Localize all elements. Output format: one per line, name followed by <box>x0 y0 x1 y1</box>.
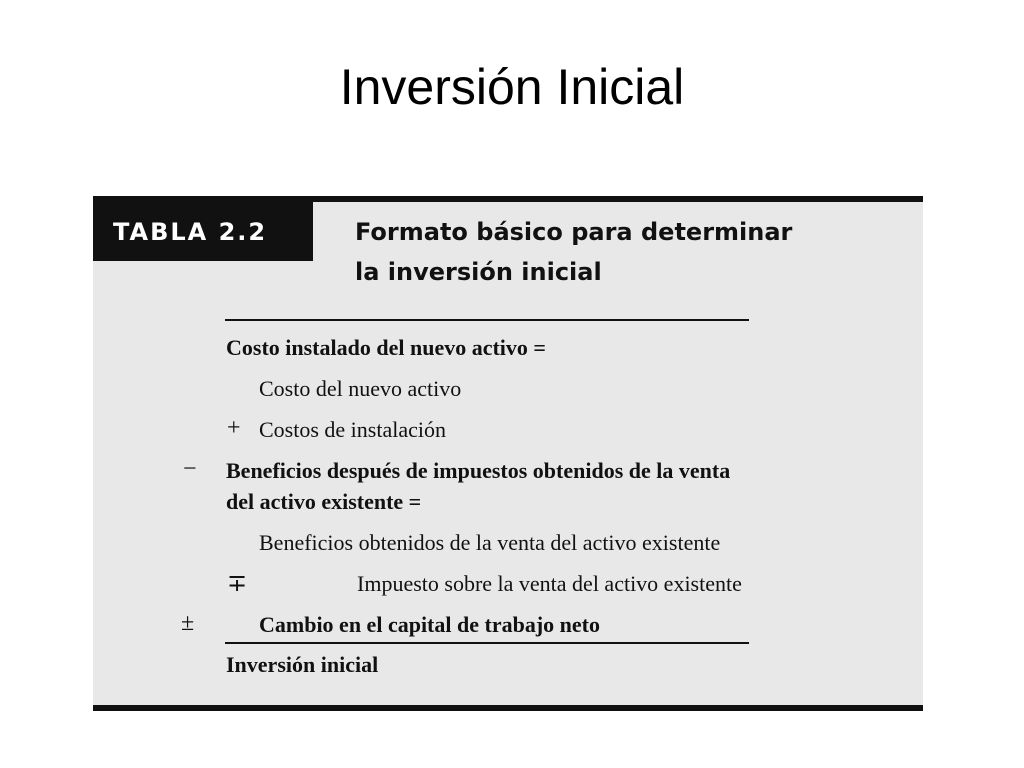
table-heading-line2: la inversión inicial <box>355 258 602 286</box>
row-working-capital: Cambio en el capital de trabajo neto <box>259 612 600 637</box>
slide-title: Inversión Inicial <box>339 59 685 115</box>
row-after-tax-benefits-cont: del activo existente = <box>226 489 422 514</box>
row-installed-cost: Costo instalado del nuevo activo = <box>226 335 546 360</box>
row-after-tax-benefits: Beneficios después de impuestos obtenidos de la venta <box>226 458 731 483</box>
table-panel <box>93 196 923 711</box>
table-heading <box>355 212 895 292</box>
table-label: TABLA 2.2 <box>93 202 313 261</box>
row-sale-benefits: Beneficios obtenidos de la venta del activo existente <box>259 530 721 555</box>
sign-plus-minus: ± <box>181 610 195 636</box>
table-heading-line1: Formato básico para determinar <box>355 218 793 246</box>
sign-plus: + <box>227 415 241 441</box>
row-installation-costs: Costos de instalación <box>259 417 446 442</box>
row-initial-investment: Inversión inicial <box>226 652 379 677</box>
sign-minus: − <box>183 456 197 482</box>
row-sale-tax: Impuesto sobre la venta del activo existente <box>357 571 742 596</box>
bottom-rule <box>225 642 749 644</box>
row-new-asset-cost: Costo del nuevo activo <box>259 376 462 401</box>
sign-minus-plus: ∓ <box>227 571 248 597</box>
top-rule <box>225 319 749 321</box>
